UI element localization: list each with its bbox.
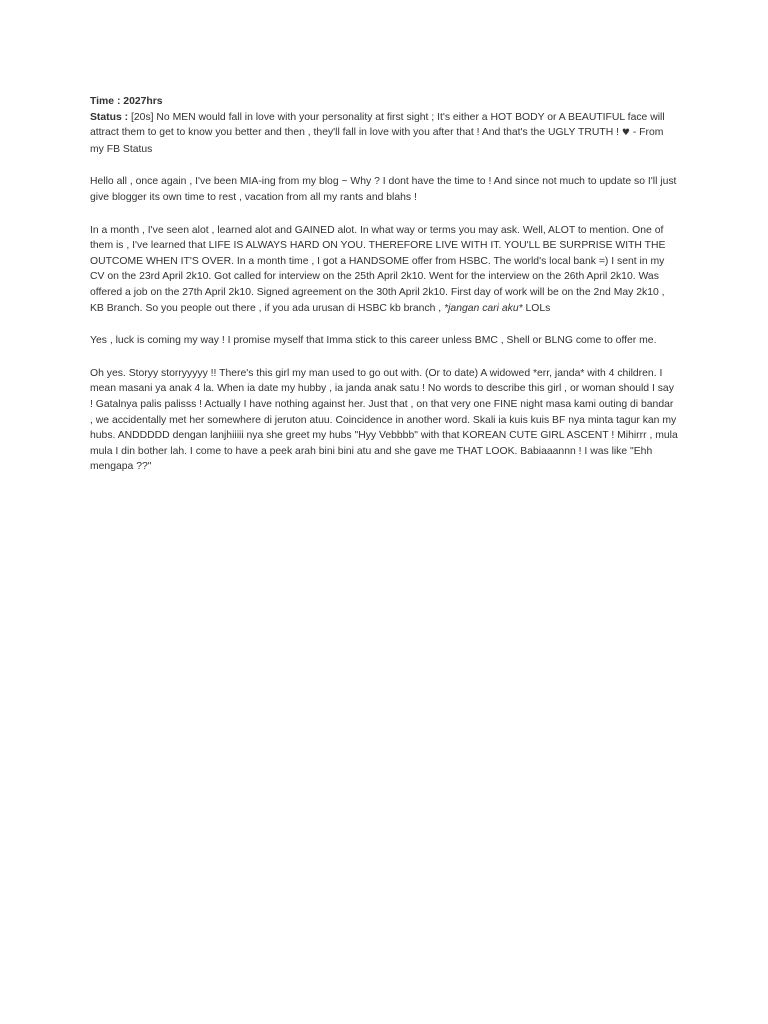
paragraph-hello: Hello all , once again , I've been MIA-ing from my blog ~ Why ? I dont have the time to ! And since not much to update so I'll just give blogger its own time to rest , vacation from all my rants and blahs ! xyxy=(90,176,677,203)
status-text-part-2: - From my FB Status xyxy=(90,127,664,155)
paragraph-month-italic: *jangan cari aku* xyxy=(444,302,523,314)
paragraph-month-main: In a month , I've seen alot , learned alot and GAINED alot. In what way or terms you may ask. Well, ALOT to mention. One of them is , I've learned that LIFE IS ALWAYS HARD ON YOU. THEREFORE LIVE WITH IT. YOU'LL BE SURPRISE WITH THE OUTCOME WHEN IT'S OVER. In a month time , I got a HANDSOME offer from HSBC. The world's local bank =) I sent in my CV on the 23rd April 2k10. Got called for interview on the 25th April 2k10. Went for the interview on the 26th April 2k10. Was offered a job on the 27th April 2k10. Signed agreement on the 30th April 2k10. First day of work will be on the 2nd May 2k10 , KB Branch. So you people out there , if you ada urusan di HSBC kb branch , xyxy=(90,224,666,314)
document-page xyxy=(90,94,678,492)
status-text-part-1: [20s] No MEN would fall in love with your personality at first sight ; It's either a HOT BODY or A BEAUTIFUL face will attract them to get to know you better and then , they'll fall in love with you after that ! And that's the UGLY TRUTH ! xyxy=(90,111,665,139)
time-line xyxy=(90,94,678,110)
status-paragraph xyxy=(90,110,678,158)
paragraph-month xyxy=(90,223,678,317)
paragraph-story: Oh yes. Storyy storryyyyy !! There's this girl my man used to go out with. (Or to date) A widowed *err, janda* with 4 children. I mean masani ya anak 4 la. When ia date my hubby , ia janda anak satu ! No words to describe this girl , or woman should I say ! Gatalnya palis palisss ! Actually I have nothing against her. Just that , on that very one FINE night masa kami outing di bandar , we accidentally met her somewhere di jeruton atuu. Coincidence in another word. Skali ia kuis kuis BF nya minta tagur kan my hubs. ANDDDDD dengan lanjhiiiii nya she greet my hubs "Hyy Vebbbb" with that KOREAN CUTE GIRL ASCENT ! Mihirrr , mula mula I din bother lah. I come to have a peek arah bini bini atu and she gave me THAT LOOK. Babiaaannn ! I was like "Ehh mengapa ??" xyxy=(90,367,678,473)
paragraph-month-end: LOLs xyxy=(522,302,551,314)
status-label: Status : xyxy=(90,111,129,123)
time-text: Time : 2027hrs xyxy=(90,96,163,107)
paragraph-luck: Yes , luck is coming my way ! I promise myself that Imma stick to this career unless BMC , Shell or BLNG come to offer me. xyxy=(90,335,657,347)
heart-icon: ♥ xyxy=(621,128,630,139)
